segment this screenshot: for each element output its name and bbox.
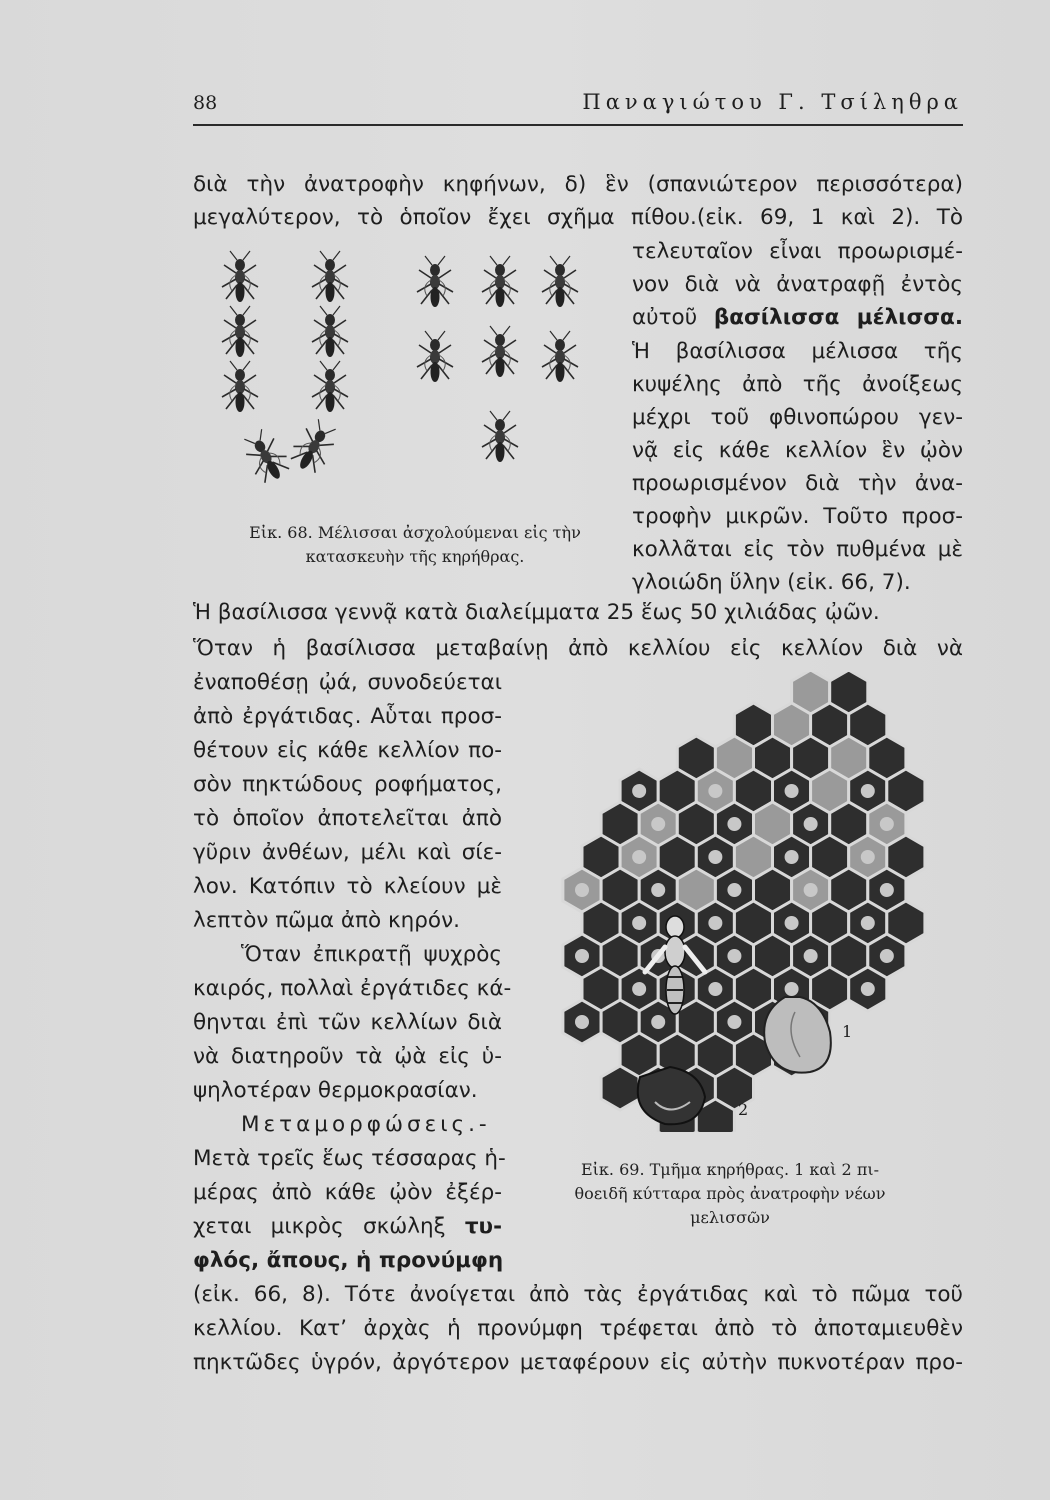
text-line: πηκτῶδες ὑγρόν, ἀργότερον μεταφέρουν εἰς αὐτὴν πυκνοτέραν προ- bbox=[193, 1350, 963, 1375]
cell-larva bbox=[861, 850, 875, 864]
text-run: χεται μικρὸς σκώληξ bbox=[193, 1214, 446, 1239]
text-line: θηνται ἐπὶ τῶν κελλίων διὰ bbox=[193, 1010, 502, 1035]
text-line: νᾷ εἰς κάθε κελλίον ἓν ᾠὸν bbox=[632, 438, 963, 463]
caption-line: Εἰκ. 68. Μέλισσαι ἀσχολούμεναι εἰς τὴν bbox=[249, 523, 581, 542]
text-line: τὸ ὁποῖον ἀποτελεῖται ἀπὸ bbox=[193, 806, 502, 831]
text-line: προωρισμένον διὰ τὴν ἀνα- bbox=[632, 471, 963, 496]
figure-69-honeycomb-illustration bbox=[560, 672, 960, 1132]
text-line: μεγαλύτερον, τὸ ὁποῖον ἔχει σχῆμα πίθου.(εἰκ. 69, 1 καὶ 2). Τὸ bbox=[193, 205, 963, 230]
text-line: λεπτὸν πῶμα ἀπὸ κηρόν. bbox=[193, 908, 460, 933]
cell-larva bbox=[785, 982, 799, 996]
figure-68-bees-illustration bbox=[210, 245, 615, 510]
page-number: 88 bbox=[193, 92, 218, 114]
text-line: θέτουν εἰς κάθε κελλίον πο- bbox=[193, 738, 502, 763]
bee-chain-right bbox=[417, 256, 578, 462]
cell-larva bbox=[632, 784, 646, 798]
text-line: μέχρι τοῦ φθινοπώρου γεν- bbox=[632, 405, 963, 430]
text-line bbox=[193, 1246, 502, 1276]
cell-larva bbox=[651, 817, 665, 831]
text-line: νὰ διατηροῦν τὰ ᾠὰ εἰς ὑ- bbox=[193, 1044, 502, 1069]
honeycomb-cells bbox=[563, 672, 925, 1132]
cell-larva bbox=[708, 916, 722, 930]
text-line: (εἰκ. 66, 8). Τότε ἀνοίγεται ἀπὸ τὰς ἐργάτιδας καὶ τὸ πῶμα τοῦ bbox=[193, 1282, 963, 1307]
text-line: μέρας ἀπὸ κάθε ᾠὸν ἐξέρ- bbox=[193, 1180, 502, 1205]
text-line: κυψέλης ἀπὸ τῆς ἀνοίξεως bbox=[632, 372, 963, 397]
cell-larva bbox=[727, 817, 741, 831]
text-line: Ὅταν ἐπικρατῇ ψυχρὸς bbox=[241, 942, 502, 967]
cell-larva bbox=[651, 1015, 665, 1029]
cell-larva bbox=[861, 784, 875, 798]
text-line: Ὅταν ἡ βασίλισσα μεταβαίνῃ ἀπὸ κελλίου εἰς κελλίον διὰ νὰ bbox=[193, 636, 963, 661]
text-line: Μετὰ τρεῖς ἕως τέσσαρας ἡ- bbox=[193, 1146, 506, 1171]
text-line: γῦριν ἀνθέων, μέλι καὶ σίε- bbox=[193, 840, 502, 865]
text-line: τροφὴν μικρῶν. Τοῦτο προσ- bbox=[632, 504, 963, 529]
running-header-author: Παναγιώτου Γ. Τσίληθρα bbox=[582, 90, 963, 114]
cell-larva bbox=[632, 850, 646, 864]
emphasis-text: φλός, ἄπους, ἡ προνύμφη bbox=[193, 1248, 504, 1273]
cell-larva bbox=[861, 982, 875, 996]
cell-larva bbox=[708, 784, 722, 798]
cell-larva bbox=[708, 982, 722, 996]
cell-larva bbox=[804, 949, 818, 963]
cell-larva bbox=[880, 883, 894, 897]
text-line: τελευταῖον εἶναι προωρισμέ- bbox=[632, 239, 963, 264]
cell-larva bbox=[804, 883, 818, 897]
text-line: διὰ τὴν ἀνατροφὴν κηφήνων, δ) ἓν (σπανιώτερον περισσότερα) bbox=[193, 172, 963, 197]
text-run: αὐτοῦ bbox=[632, 305, 698, 330]
text-line: κελλίου. Κατ’ ἀρχὰς ἡ προνύμφη τρέφεται ἀπὸ τὸ ἀποταμιευθὲν bbox=[193, 1316, 963, 1341]
cell-larva bbox=[880, 949, 894, 963]
honeycomb-cell bbox=[601, 1066, 639, 1110]
figure-69-caption bbox=[520, 1158, 940, 1230]
text-line: Ἡ βασίλισσα γεννᾷ κατὰ διαλείμματα 25 ἕως 50 χιλιάδας ᾠῶν. bbox=[193, 600, 880, 625]
text-line: γλοιώδη ὕλην (εἰκ. 66, 7). bbox=[632, 570, 911, 595]
caption-line: κατασκευὴν τῆς κηρήθρας. bbox=[305, 547, 525, 566]
header-rule bbox=[193, 124, 963, 126]
text-line bbox=[632, 303, 963, 333]
cell-larva bbox=[861, 916, 875, 930]
cell-larva bbox=[651, 883, 665, 897]
figure-label-2: 2 bbox=[738, 1100, 749, 1119]
cell-larva bbox=[785, 784, 799, 798]
text-line: σὸν πηκτώδους ροφήματος, bbox=[193, 772, 502, 797]
cell-larva bbox=[727, 949, 741, 963]
figure-label-1: 1 bbox=[842, 1022, 853, 1041]
cell-larva bbox=[880, 817, 894, 831]
text-line: κολλᾶται εἰς τὸν πυθμένα μὲ bbox=[632, 537, 963, 562]
emphasis-text: τυ- bbox=[464, 1214, 502, 1239]
section-heading-metamorphoses: Μεταμορφώσεις.- bbox=[241, 1112, 491, 1137]
cell-larva bbox=[632, 982, 646, 996]
text-line: καιρός, πολλαὶ ἐργάτιδες κά- bbox=[193, 976, 512, 1001]
caption-line: Εἰκ. 69. Τμῆμα κηρήθρας. 1 καὶ 2 πι- bbox=[580, 1160, 880, 1179]
text-line: Ἡ βασίλισσα μέλισσα τῆς bbox=[632, 339, 963, 364]
text-line bbox=[193, 1212, 502, 1242]
text-line: λον. Κατόπιν τὸ κλείουν μὲ bbox=[193, 874, 502, 899]
cell-larva bbox=[804, 817, 818, 831]
caption-line: θοειδῆ κύτταρα πρὸς ἀνατροφὴν νέων bbox=[574, 1184, 886, 1203]
emphasis-text: βασίλισσα μέλισσα. bbox=[713, 305, 963, 330]
cell-larva bbox=[785, 916, 799, 930]
text-line: ψηλοτέραν θερμοκρασίαν. bbox=[193, 1078, 478, 1103]
figure-68-caption bbox=[215, 521, 615, 569]
cell-larva bbox=[632, 916, 646, 930]
cell-larva bbox=[575, 1015, 589, 1029]
cell-larva bbox=[727, 1015, 741, 1029]
bee-chain-left bbox=[222, 251, 348, 487]
cell-larva bbox=[785, 850, 799, 864]
cell-larva bbox=[575, 883, 589, 897]
cell-larva bbox=[708, 850, 722, 864]
text-line: ἐναποθέσῃ ᾠά, συνοδεύεται bbox=[193, 670, 502, 695]
cell-larva bbox=[727, 883, 741, 897]
caption-line: μελισσῶν bbox=[690, 1208, 770, 1227]
text-line: ἀπὸ ἐργάτιδας. Αὗται προσ- bbox=[193, 704, 502, 729]
cell-larva bbox=[575, 949, 589, 963]
text-line: νον διὰ νὰ ἀνατραφῇ ἐντὸς bbox=[632, 272, 963, 297]
